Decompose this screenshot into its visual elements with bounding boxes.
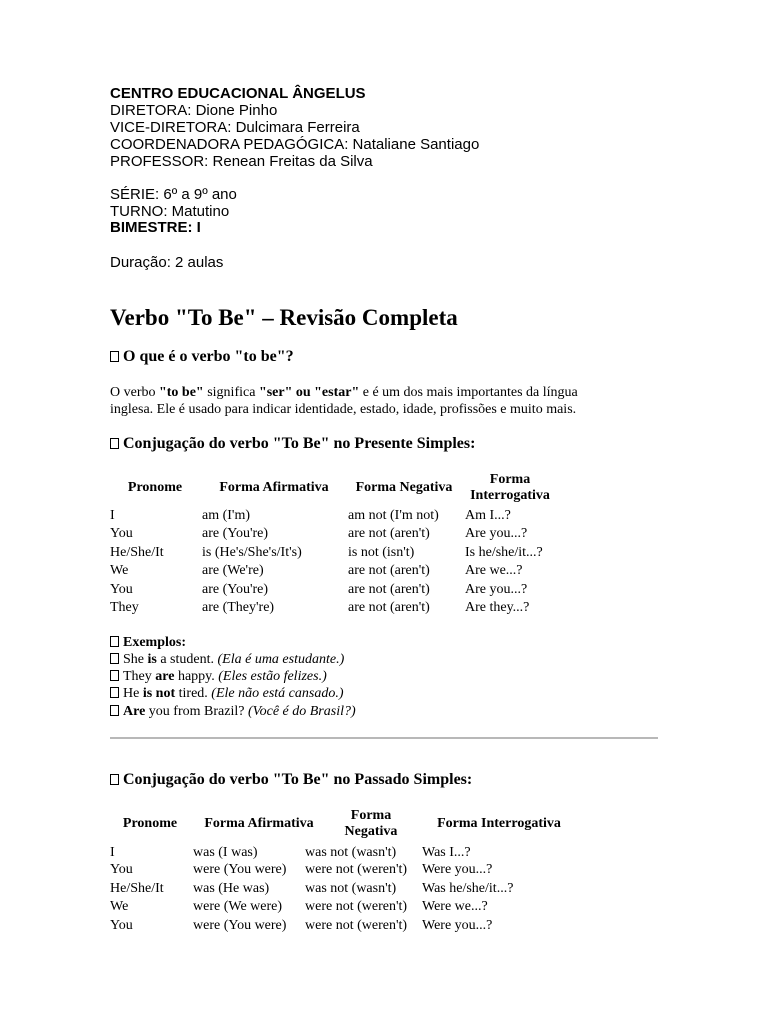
table-cell: are (They're) (202, 600, 275, 615)
table-cell: are not (aren't) (348, 582, 430, 597)
table-cell: is not (isn't) (348, 545, 415, 560)
table-cell: Were you...? (422, 862, 493, 877)
table-cell: He/She/It (110, 545, 164, 560)
teacher-line: PROFESSOR: Renean Freitas da Silva (110, 153, 373, 170)
table-cell: You (110, 918, 133, 933)
section-heading-present: Conjugação do verbo "To Be" no Presente Simples: (110, 435, 475, 453)
examples-label: Exemplos: (110, 635, 186, 651)
bimester-line: BIMESTRE: I (110, 219, 201, 236)
table-cell: Were we...? (422, 899, 488, 914)
missing-glyph-icon (110, 687, 119, 698)
table-cell: is (He's/She's/It's) (202, 545, 302, 560)
table-cell: They (110, 600, 139, 615)
table-cell: were not (weren't) (305, 862, 408, 877)
table-cell: was not (wasn't) (305, 845, 397, 860)
intro-paragraph-line2: inglesa. Ele é usado para indicar identidade, estado, idade, profissões e muito mais. (110, 402, 577, 417)
page-title: Verbo "To Be" – Revisão Completa (110, 305, 458, 330)
table-cell: are not (aren't) (348, 526, 430, 541)
example-item: Are you from Brazil? (Você é do Brasil?) (110, 704, 356, 720)
director-line: DIRETORA: Dione Pinho (110, 102, 278, 119)
shift-line: TURNO: Matutino (110, 203, 230, 220)
duration-line: Duração: 2 aulas (110, 254, 224, 271)
table-cell: We (110, 563, 129, 578)
table-cell: are (You're) (202, 526, 269, 541)
present-header-affirmative: Forma Afirmativa (219, 480, 329, 495)
present-header-pronoun: Pronome (127, 480, 183, 495)
vice-director-line: VICE-DIRETORA: Dulcimara Ferreira (110, 119, 360, 136)
missing-glyph-icon (110, 774, 119, 785)
table-cell: were (You were) (193, 918, 287, 933)
missing-glyph-icon (110, 670, 119, 681)
table-cell: Was he/she/it...? (422, 881, 514, 896)
example-item: She is a student. (Ela é uma estudante.) (110, 652, 344, 668)
table-cell: We (110, 899, 129, 914)
table-cell: were not (weren't) (305, 918, 408, 933)
table-cell: am (I'm) (202, 508, 251, 523)
table-cell: were not (weren't) (305, 899, 408, 914)
table-cell: were (We were) (193, 899, 283, 914)
table-cell: You (110, 526, 133, 541)
section-divider (110, 737, 658, 739)
table-cell: You (110, 862, 133, 877)
missing-glyph-icon (110, 438, 119, 449)
table-cell: am not (I'm not) (348, 508, 439, 523)
table-cell: was (I was) (193, 845, 258, 860)
table-cell: Is he/she/it...? (465, 545, 543, 560)
missing-glyph-icon (110, 351, 119, 362)
table-cell: He/She/It (110, 881, 164, 896)
missing-glyph-icon (110, 636, 119, 647)
past-header-affirmative: Forma Afirmativa (204, 816, 314, 831)
present-header-interrogative: Forma Interrogativa (470, 472, 550, 503)
coordinator-line: COORDENADORA PEDAGÓGICA: Nataliane Santiago (110, 136, 480, 153)
table-cell: Were you...? (422, 918, 493, 933)
table-cell: Am I...? (465, 508, 511, 523)
table-cell: You (110, 582, 133, 597)
section-heading-past: Conjugação do verbo "To Be" no Passado Simples: (110, 771, 472, 789)
table-cell: Was I...? (422, 845, 471, 860)
table-cell: Are they...? (465, 600, 530, 615)
table-cell: Are you...? (465, 526, 528, 541)
example-item: He is not tired. (Ele não está cansado.) (110, 686, 343, 702)
missing-glyph-icon (110, 705, 119, 716)
table-cell: Are you...? (465, 582, 528, 597)
intro-paragraph-line1: O verbo "to be" significa "ser" ou "estar" e é um dos mais importantes da língua (110, 385, 578, 400)
table-cell: are not (aren't) (348, 563, 430, 578)
table-cell: I (110, 508, 115, 523)
past-header-interrogative: Forma Interrogativa (437, 816, 561, 831)
table-cell: are not (aren't) (348, 600, 430, 615)
table-cell: are (You're) (202, 582, 269, 597)
grade-line: SÉRIE: 6º a 9º ano (110, 186, 237, 203)
table-cell: I (110, 845, 115, 860)
missing-glyph-icon (110, 653, 119, 664)
table-cell: are (We're) (202, 563, 264, 578)
table-cell: was (He was) (193, 881, 270, 896)
table-cell: Are we...? (465, 563, 523, 578)
table-cell: was not (wasn't) (305, 881, 397, 896)
past-header-pronoun: Pronome (122, 816, 178, 831)
section-heading-what: O que é o verbo "to be"? (110, 348, 294, 366)
school-name: CENTRO EDUCACIONAL ÂNGELUS (110, 85, 366, 102)
past-header-negative: Forma Negativa (344, 808, 398, 839)
present-header-negative: Forma Negativa (355, 480, 453, 495)
example-item: They are happy. (Eles estão felizes.) (110, 669, 327, 685)
table-cell: were (You were) (193, 862, 287, 877)
